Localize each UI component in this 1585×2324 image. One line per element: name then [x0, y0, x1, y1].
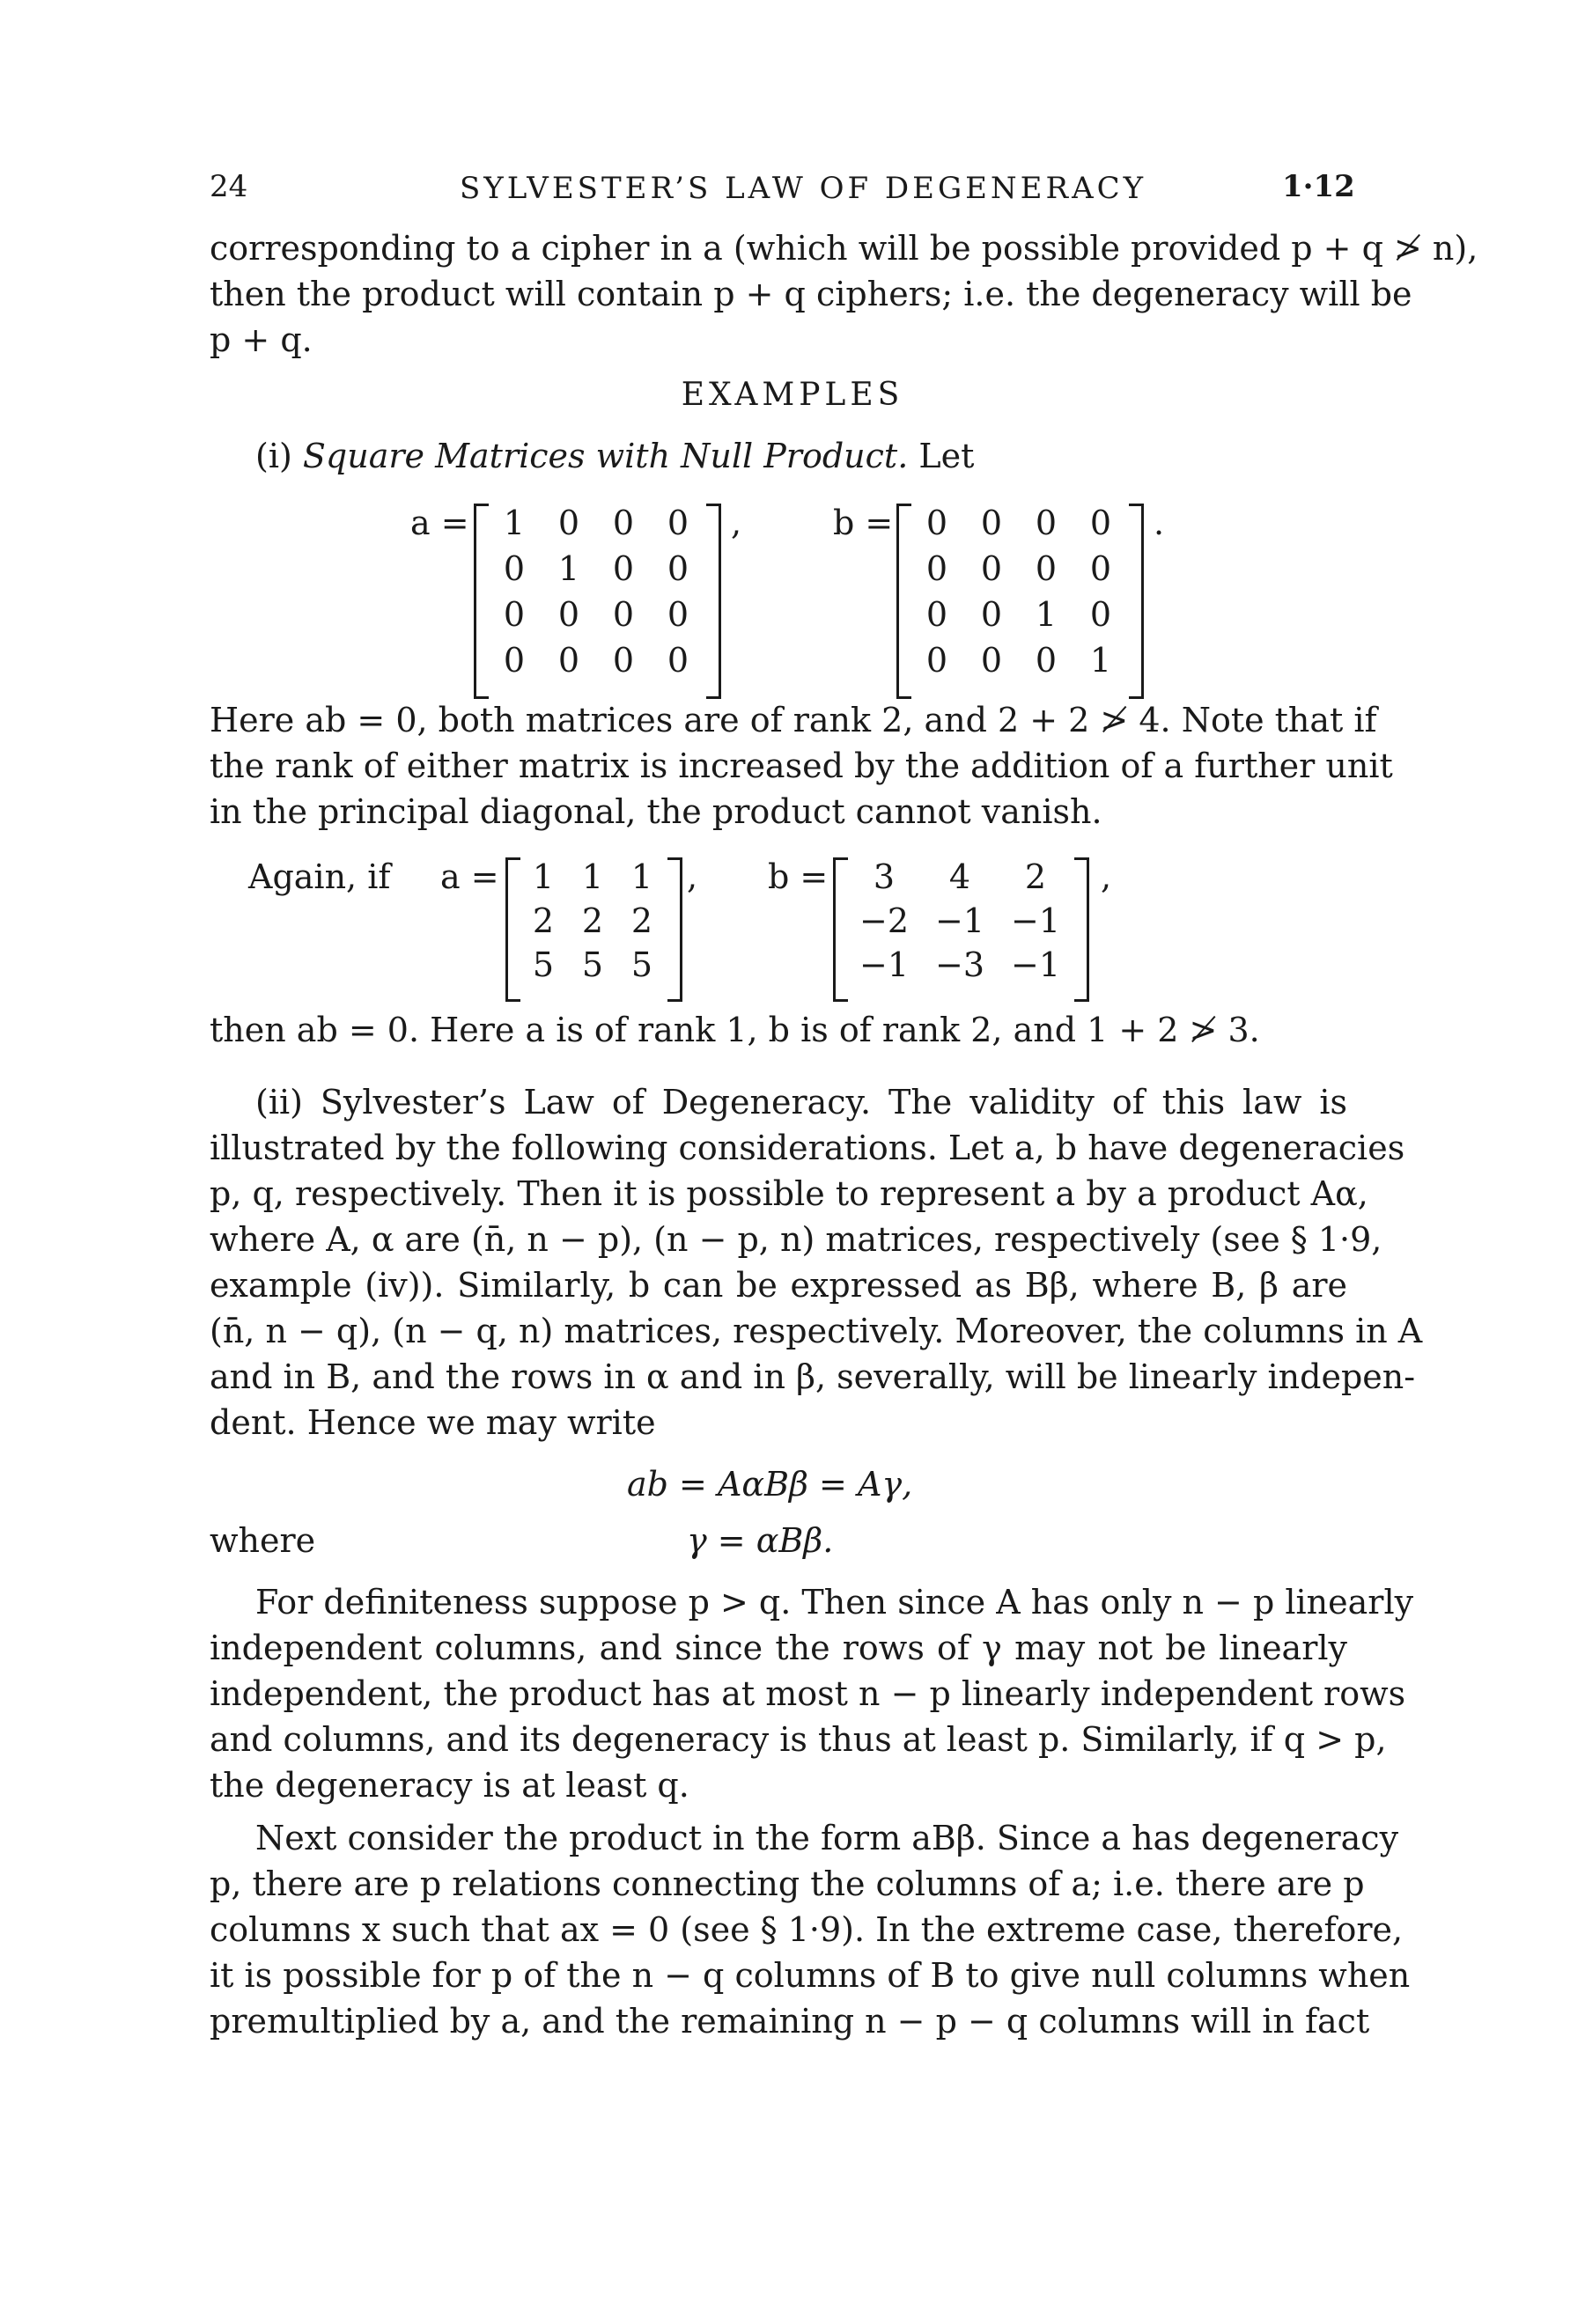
example-1-title-line — [255, 433, 974, 479]
matrix-entry: 1 — [503, 504, 526, 542]
label-a2: a = — [440, 857, 499, 896]
matrix-entry: 0 — [1089, 549, 1112, 588]
para-2-line-4: and columns, and its degeneracy is thus at least p. Similarly, if q > p, — [210, 1720, 1387, 1759]
matrix-b — [896, 504, 1152, 690]
matrix-entry: 0 — [925, 504, 948, 542]
example-1-line-3: in the principal diagonal, the product cannot vanish. — [210, 792, 1102, 831]
matrix-entry: 5 — [630, 945, 653, 984]
matrix-right-bracket — [1074, 857, 1089, 1002]
example-1-title: Square Matrices with Null Product. — [302, 437, 909, 475]
example-2-line-2: illustrated by the following considerations. Let a, b have degeneracies — [210, 1129, 1405, 1167]
matrix-entry: 0 — [612, 595, 635, 634]
matrix-entry: 0 — [667, 595, 689, 634]
examples-heading: EXAMPLES — [681, 377, 904, 413]
matrix-entry: 1 — [581, 857, 604, 896]
label-b2: b = — [768, 857, 829, 896]
matrix-entry: 0 — [557, 504, 580, 542]
matrix-entry: 0 — [503, 595, 526, 634]
matrix-entry: 0 — [503, 549, 526, 588]
example-2-line-5: example (iv)). Similarly, b can be expressed as Bβ, where B, β are — [210, 1266, 1347, 1305]
matrix-entry: 0 — [612, 504, 635, 542]
example-1-line-1: Here ab = 0, both matrices are of rank 2, and 2 + 2 ≯ 4. Note that if — [210, 701, 1377, 739]
para-3-line-3: columns x such that ax = 0 (see § 1·9). In the extreme case, therefore, — [210, 1910, 1404, 1949]
matrix-entry: 2 — [581, 901, 604, 940]
matrix-entry: 0 — [980, 504, 1003, 542]
matrix-entry: 0 — [1035, 504, 1058, 542]
section-number: 1·12 — [1282, 169, 1355, 204]
matrix-entry: 0 — [667, 549, 689, 588]
matrix-entry: 1 — [1035, 595, 1058, 634]
matrix-entry: −1 — [1010, 901, 1061, 940]
equation-1: ab = AαBβ = Aγ, — [627, 1465, 913, 1504]
para-3-line-4: it is possible for p of the n − q columns of B to give null columns when — [210, 1956, 1411, 1995]
matrix-entry: 0 — [925, 595, 948, 634]
equation-2: γ = αBβ. — [687, 1521, 834, 1560]
matrix-entry: 0 — [980, 595, 1003, 634]
matrix-entry: 0 — [925, 549, 948, 588]
example-2-line-3: p, q, respectively. Then it is possible to represent a by a product Aα, — [210, 1174, 1368, 1213]
matrix-entry: 1 — [630, 857, 653, 896]
matrix-entry: 0 — [612, 641, 635, 680]
para-2-line-2: independent columns, and since the rows of γ may not be linearly — [210, 1629, 1347, 1667]
matrix-right-bracket — [1129, 504, 1144, 699]
matrix-entry: 0 — [1035, 549, 1058, 588]
para-2-line-1: For definiteness suppose p > q. Then since A has only n − p linearly — [255, 1583, 1414, 1622]
matrix-entry: 0 — [667, 504, 689, 542]
matrix-entry: −1 — [1010, 945, 1061, 984]
matrix-entry: 2 — [532, 901, 555, 940]
matrix-a2 — [505, 857, 682, 989]
intro-line-2: then the product will contain p + q ciphers; i.e. the degeneracy will be — [210, 275, 1412, 313]
matrix-entry: −1 — [859, 945, 910, 984]
matrix-entry: −3 — [934, 945, 985, 984]
matrix-b2 — [833, 857, 1097, 989]
matrix-entry: 0 — [980, 549, 1003, 588]
matrix-entry: 0 — [557, 595, 580, 634]
matrix-entry: 1 — [1089, 641, 1112, 680]
example-1-number: (i) — [255, 437, 303, 475]
matrix-b-period: . — [1154, 504, 1165, 542]
example-2-line-1: (ii) Sylvester’s Law of Degeneracy. The validity of this law is — [255, 1083, 1347, 1122]
where-word: where — [210, 1521, 316, 1560]
matrix-a2-comma: , — [687, 857, 698, 896]
running-title: SYLVESTER’S LAW OF DEGENERACY — [460, 171, 1147, 206]
example-1-title-suffix: Let — [908, 437, 975, 475]
matrix-entry: 2 — [630, 901, 653, 940]
example-2-line-4: where A, α are (n̄, n − p), (n − p, n) matrices, respectively (see § 1·9, — [210, 1220, 1382, 1259]
matrix-entry: 1 — [557, 549, 580, 588]
matrix-right-bracket — [706, 504, 721, 699]
matrix-entry: −1 — [934, 901, 985, 940]
page-number: 24 — [210, 169, 248, 204]
example-2-line-7: and in B, and the rows in α and in β, severally, will be linearly indepen- — [210, 1357, 1416, 1396]
matrix-entry: 0 — [1089, 504, 1112, 542]
para-2-line-3: independent, the product has at most n − p linearly independent rows — [210, 1674, 1406, 1713]
example-1-after: then ab = 0. Here a is of rank 1, b is of rank 2, and 1 + 2 ≯ 3. — [210, 1011, 1260, 1049]
para-3-line-5: premultiplied by a, and the remaining n − p − q columns will in fact — [210, 2002, 1370, 2041]
example-2-line-8: dent. Hence we may write — [210, 1403, 656, 1442]
intro-line-1: corresponding to a cipher in a (which will be possible provided p + q ≯ n), — [210, 229, 1478, 268]
matrix-entry: 0 — [1035, 641, 1058, 680]
matrix-a-comma: , — [731, 504, 742, 542]
matrix-entry: 4 — [948, 857, 971, 896]
para-3-line-1: Next consider the product in the form aBβ. Since a has degeneracy — [255, 1819, 1399, 1857]
intro-line-3: p + q. — [210, 320, 313, 359]
again-if: Again, if — [248, 857, 391, 896]
matrix-b2-comma: , — [1101, 857, 1112, 896]
matrix-entry: −2 — [859, 901, 910, 940]
label-a: a = — [410, 504, 469, 542]
matrix-entry: 3 — [873, 857, 896, 896]
matrix-entry: 0 — [667, 641, 689, 680]
matrix-entry: 0 — [557, 641, 580, 680]
example-2-line-6: (n̄, n − q), (n − q, n) matrices, respectively. Moreover, the columns in A — [210, 1312, 1423, 1350]
matrix-right-bracket — [667, 857, 682, 1002]
para-2-line-5: the degeneracy is at least q. — [210, 1766, 689, 1805]
matrix-entry: 0 — [503, 641, 526, 680]
matrix-entry: 2 — [1024, 857, 1047, 896]
matrix-entry: 1 — [532, 857, 555, 896]
matrix-entry: 0 — [612, 549, 635, 588]
para-3-line-2: p, there are p relations connecting the columns of a; i.e. there are p — [210, 1864, 1365, 1903]
label-b: b = — [833, 504, 894, 542]
example-1-line-2: the rank of either matrix is increased by the addition of a further unit — [210, 746, 1393, 785]
matrix-entry: 0 — [980, 641, 1003, 680]
matrix-a — [474, 504, 729, 690]
matrix-entry: 0 — [925, 641, 948, 680]
matrix-entry: 5 — [532, 945, 555, 984]
matrix-entry: 0 — [1089, 595, 1112, 634]
matrix-entry: 5 — [581, 945, 604, 984]
